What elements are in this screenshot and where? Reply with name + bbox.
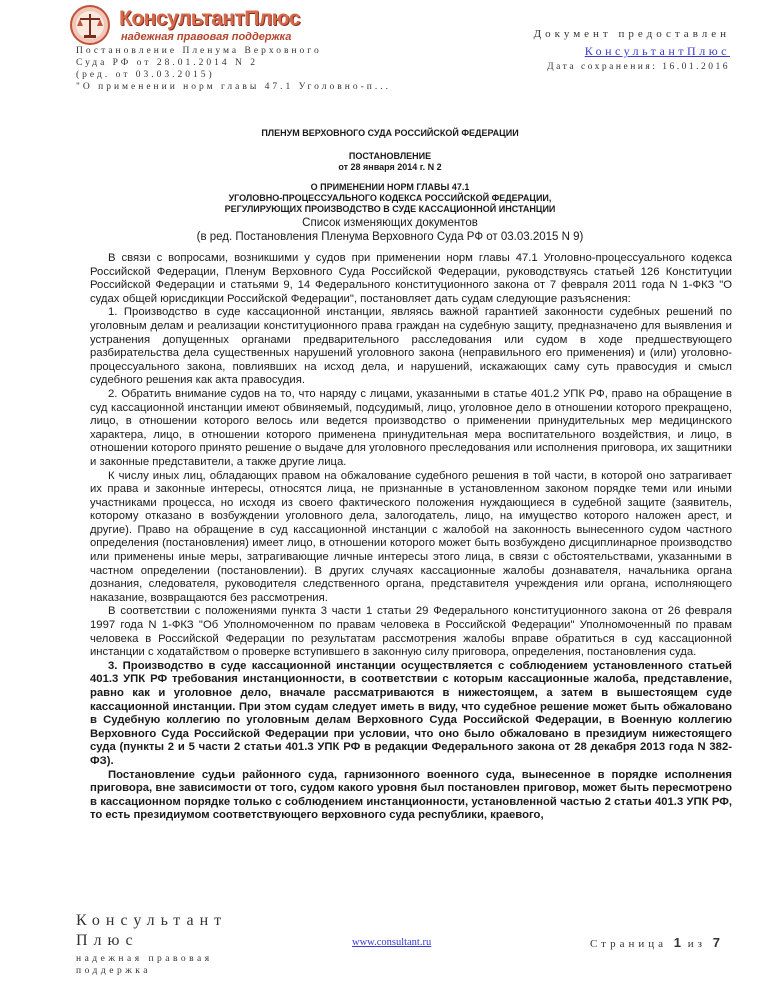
saved-date-label: Дата сохранения:	[547, 62, 658, 72]
provided-by-label: Документ предоставлен	[533, 28, 730, 40]
paragraph-3-cont: Постановление судьи районного суда, гарнизонного военного суда, вынесенное в порядке исполнения приговора, вне зависимости от того, судом какого уровня был постановлен приговор, может быть пересмотрено в кассационном порядке только с соблюдением инстанционности, установленной частью 2 статьи 401.3 УПК РФ, то есть президиумом соответствующего верховного суда республики, краевого,	[90, 768, 732, 822]
page-of: из	[687, 938, 707, 950]
ruling-title: ПОСТАНОВЛЕНИЕ	[348, 151, 432, 161]
page-total: 7	[712, 935, 720, 950]
amendments-title: Список изменяющих документов	[302, 217, 478, 229]
saved-date-value: 16.01.2016	[662, 62, 730, 72]
heading-line-2: УГОЛОВНО-ПРОЦЕССУАЛЬНОГО КОДЕКСА РОССИЙСКОЙ ФЕДЕРАЦИИ,	[228, 193, 552, 203]
court-name: ПЛЕНУМ ВЕРХОВНОГО СУДА РОССИЙСКОЙ ФЕДЕРАЦИИ	[261, 128, 519, 138]
document-body	[90, 252, 732, 823]
document-reference	[76, 45, 436, 93]
page-label: Страница	[589, 938, 668, 950]
page-indicator	[590, 935, 720, 950]
paragraph-1: 1. Производство в суде кассационной инстанции, являясь важной гарантией законности судебных решений по уголовным делам и реализации конституционного права граждан на судебную защиту, предназначено для выявления и устранения допущенных органами предварительного расследования или судом в ходе предшествующего разбирательства дела существенных нарушений уголовного закона (неправильного его применения) и (или) уголовно-процессуального закона, повлиявших на исход дела, и нарушений, искажающих саму суть правосудия и смысл судебного решения как акта правосудия.	[90, 306, 732, 387]
footer-brand	[76, 911, 227, 951]
ruling-block	[60, 151, 720, 173]
paragraph-intro: В связи с вопросами, возникшими у судов при применении норм главы 47.1 Уголовно-процессуального кодекса Российской Федерации, Пленум Верховного Суда Российской Федерации, руководствуясь статьей 126 Конституции Российской Федерации и статьями 9, 14 Федерального конституционного закона от 7 февраля 2011 года N 1-ФКЗ "О судах общей юрисдикции Российской Федерации", постановляет дать судам следующие разъяснения:	[90, 252, 732, 305]
consultant-site-link[interactable]: www.consultant.ru	[352, 937, 432, 948]
doc-ref-line-4: "О применении норм главы 47.1 Уголовно-п...	[76, 82, 391, 92]
paragraph-2-cont: К числу иных лиц, обладающих правом на обжалование судебного решения в той части, в которой оно затрагивает их права и законные интересы, относятся лица, не признанные в установленном законом порядке теми или иными участниками процесса, но исходя из своего фактического положения нуждающиеся в судебной защите (заявитель, которому отказано в возбуждении уголовного дела, залогодатель, лицо, на имущество которого наложен арест, и другие). Право на обращение в суд кассационной инстанции с жалобой на законность вынесенного судом частного определения (постановления) имеет лицо, в отношении которого может быть возбуждено дисциплинарное производство или применены иные меры, затрагивающие личные интересы этого лица, в связи с обстоятельствами, указанными в частном определении (постановлении). В других случаях кассационные жалобы дознавателя, начальника органа дознания, следователя, руководителя следственного органа, представителя учреждения или органа, исполняющего наказание, возвращаются без рассмотрения.	[90, 469, 732, 604]
page-current: 1	[673, 935, 682, 950]
amendments-block	[60, 216, 720, 244]
provider-link[interactable]: КонсультантПлюс	[584, 44, 730, 58]
consultant-logo	[67, 4, 301, 46]
paragraph-2-ombudsman: В соответствии с положениями пункта 3 части 1 статьи 29 Федерального конституционного закона от 26 февраля 1997 года N 1-ФКЗ "Об Уполномоченном по правам человека в Российской Федерации" Уполномоченный по правам человека в Российской Федерации по результатам рассмотрения жалобы вправе обратиться в суд кассационной инстанции с ходатайством о проверке вступившего в законную силу приговора, определения, постановления суда.	[90, 605, 732, 659]
paragraph-2: 2. Обратить внимание судов на то, что наряду с лицами, указанными в статье 401.2 УПК РФ, право на обращение в суд кассационной инстанции имеют обвиняемый, подсудимый, лицо, уголовное дело в отношении которого прекращено, лицо, в отношении которого велось или ведется производство о применении принудительных мер медицинского характера, лицо, в отношении которого применена принудительная мера воспитательного воздействия, и лицо, в отношении которого принято решение о выдаче для уголовного преследования или исполнения приговора, их защитники и законные представители, а также другие лица.	[90, 387, 732, 468]
document-heading	[60, 182, 720, 215]
footer-tagline	[76, 953, 213, 977]
heading-line-1: О ПРИМЕНЕНИИ НОРМ ГЛАВЫ 47.1	[310, 182, 470, 192]
logo-title: КонсультантПлюс	[119, 7, 301, 30]
footer-brand-line-1: Консультант	[76, 912, 228, 929]
heading-line-3: РЕГУЛИРУЮЩИХ ПРОИЗВОДСТВО В СУДЕ КАССАЦИОННОЙ ИНСТАНЦИИ	[224, 204, 556, 214]
ruling-date: от 28 января 2014 г. N 2	[338, 162, 442, 172]
doc-ref-line-3: (ред. от 03.03.2015)	[76, 70, 215, 80]
footer-tagline-line-2: поддержка	[76, 966, 151, 976]
scales-of-justice-icon	[67, 4, 113, 46]
doc-ref-line-1: Постановление Пленума Верховного	[76, 46, 322, 56]
footer-brand-line-2: Плюс	[76, 932, 139, 949]
provider-info	[534, 28, 730, 72]
saved-date	[534, 62, 730, 72]
logo-subtitle: надежная правовая поддержка	[121, 31, 292, 43]
amendments-ref: (в ред. Постановления Пленума Верховного Суда РФ от 03.03.2015 N 9)	[196, 231, 584, 243]
doc-ref-line-2: Суда РФ от 28.01.2014 N 2	[76, 58, 258, 68]
footer-tagline-line-1: надежная правовая	[76, 954, 213, 964]
paragraph-3: 3. Производство в суде кассационной инстанции осуществляется с соблюдением установленного статьей 401.3 УПК РФ требования инстанционности, в соответствии с которым кассационные жалоба, представление, равно как и уголовное дело, вначале рассматриваются в нижестоящем, а затем в вышестоящем суде кассационной инстанции. При этом судам следует иметь в виду, что судебное решение может быть обжаловано в Судебную коллегию по уголовным делам Верховного Суда Российской Федерации, в Военную коллегию Верховного Суда Российской Федерации при условии, что оно было обжаловано в президиум нижестоящего суда (пункты 2 и 5 части 2 статьи 401.3 УПК РФ в редакции Федерального закона от 28 декабря 2013 года N 382-ФЗ).	[90, 659, 732, 767]
